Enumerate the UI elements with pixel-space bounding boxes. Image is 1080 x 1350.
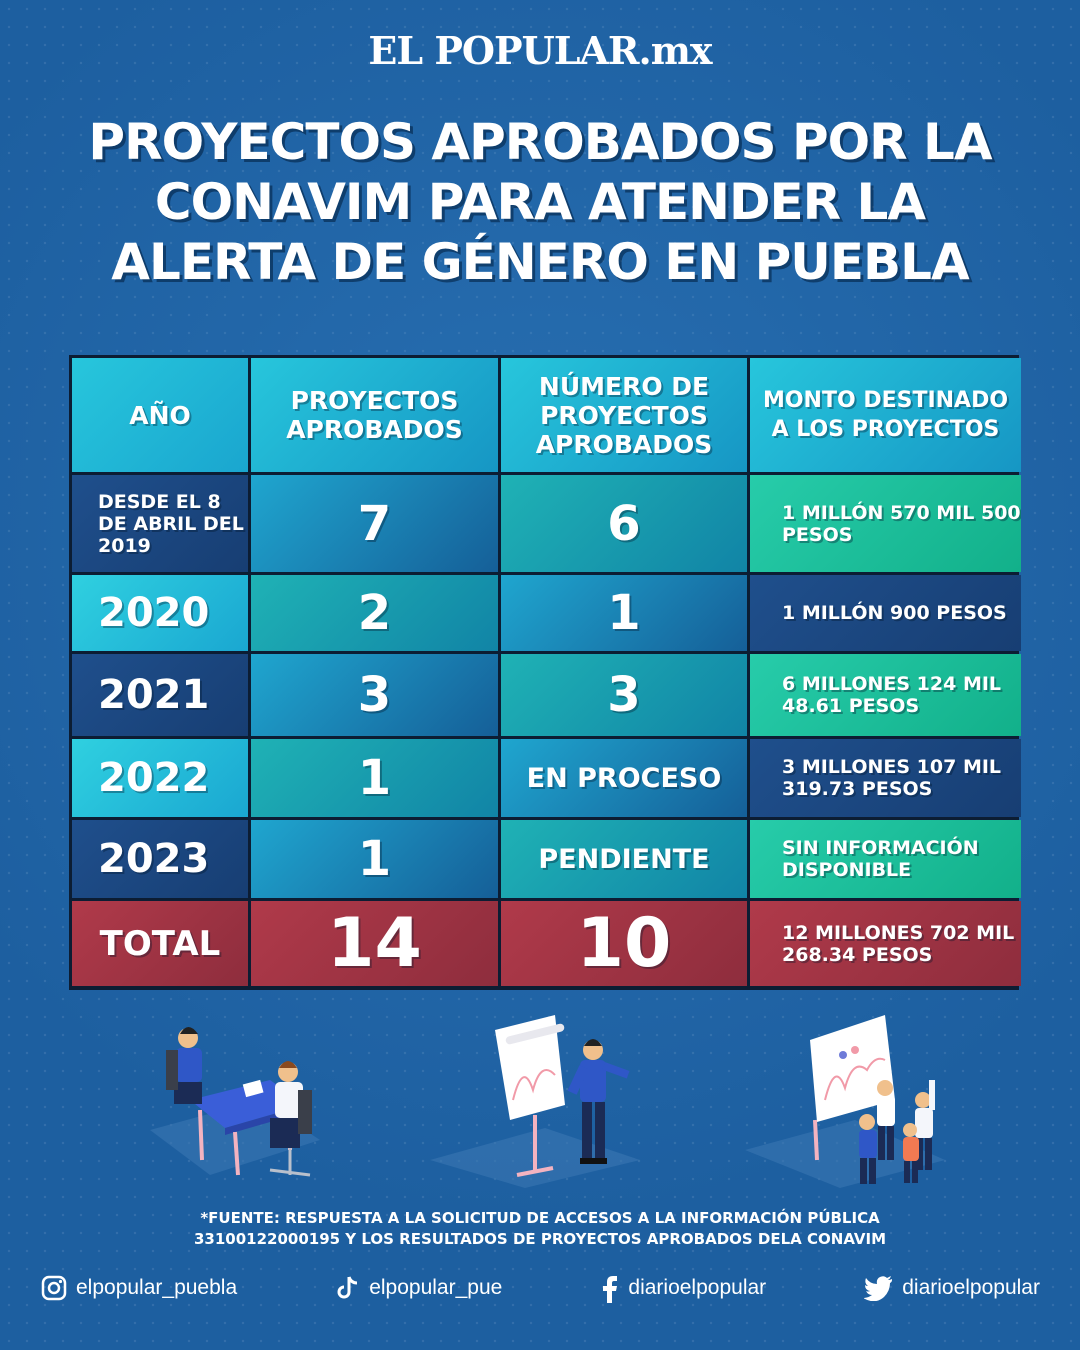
twitter-icon: [864, 1275, 894, 1301]
row-approved: 1: [251, 739, 498, 817]
row-approved: 7: [251, 475, 498, 572]
row-count: 6: [501, 475, 747, 572]
row-year: 2020: [72, 575, 248, 651]
facebook-icon: [600, 1273, 620, 1303]
row-count: PENDIENTE: [501, 820, 747, 898]
row-approved: 2: [251, 575, 498, 651]
social-handle: diarioelpopular: [902, 1276, 1040, 1299]
tiktok-icon: [335, 1274, 361, 1302]
social-bar: [40, 1268, 1040, 1308]
source-note: [0, 1208, 1080, 1250]
row-amount: SIN INFORMACIÓN DISPONIBLE: [750, 820, 1021, 898]
row-amount: 6 MILLONES 124 MIL 48.61 PESOS: [750, 654, 1021, 736]
social-handle: elpopular_pue: [369, 1276, 503, 1299]
title-line: CONAVIM PARA ATENDER LA: [154, 173, 926, 231]
row-year: 2022: [72, 739, 248, 817]
header-approved: PROYECTOS APROBADOS: [251, 358, 498, 472]
social-twitter[interactable]: [864, 1275, 1040, 1301]
source-note-line: *FUENTE: RESPUESTA A LA SOLICITUD DE ACCESOS A LA INFORMACIÓN PÚBLICA: [200, 1209, 880, 1227]
row-amount: 1 MILLÓN 570 MIL 500 PESOS: [750, 475, 1021, 572]
social-tiktok[interactable]: [335, 1274, 502, 1302]
row-count: 3: [501, 654, 747, 736]
row-count: EN PROCESO: [501, 739, 747, 817]
social-instagram[interactable]: [40, 1274, 237, 1302]
header-year: AÑO: [72, 358, 248, 472]
row-amount: 3 MILLONES 107 MIL 319.73 PESOS: [750, 739, 1021, 817]
presentation-illustration: [425, 1010, 645, 1190]
projects-table: [69, 355, 1019, 990]
brand-logo: EL POPULAR.mx: [368, 28, 712, 73]
title-line: PROYECTOS APROBADOS POR LA: [88, 113, 992, 171]
total-count: 10: [501, 901, 747, 986]
row-year: DESDE EL 8 DE ABRIL DEL 2019: [72, 475, 248, 572]
instagram-icon: [40, 1274, 68, 1302]
social-handle: diarioelpopular: [628, 1276, 767, 1299]
header-amount: MONTO DESTINADO A LOS PROYECTOS: [750, 358, 1021, 472]
total-label: TOTAL: [72, 901, 248, 986]
total-approved: 14: [251, 901, 498, 986]
team-illustration: [745, 1010, 950, 1190]
row-year: 2021: [72, 654, 248, 736]
row-approved: 3: [251, 654, 498, 736]
page-title: [40, 112, 1040, 292]
row-year: 2023: [72, 820, 248, 898]
total-amount: 12 MILLONES 702 MIL 268.34 PESOS: [750, 901, 1021, 986]
row-approved: 1: [251, 820, 498, 898]
source-note-line: 33100122000195 Y LOS RESULTADOS DE PROYECTOS APROBADOS DELA CONAVIM: [193, 1230, 887, 1248]
row-count: 1: [501, 575, 747, 651]
row-amount: 1 MILLÓN 900 PESOS: [750, 575, 1021, 651]
title-line: ALERTA DE GÉNERO EN PUEBLA: [111, 233, 969, 291]
social-facebook[interactable]: [600, 1273, 766, 1303]
header-count: NÚMERO DE PROYECTOS APROBADOS: [501, 358, 747, 472]
meeting-illustration: [140, 1010, 330, 1190]
social-handle: elpopular_puebla: [76, 1276, 238, 1299]
